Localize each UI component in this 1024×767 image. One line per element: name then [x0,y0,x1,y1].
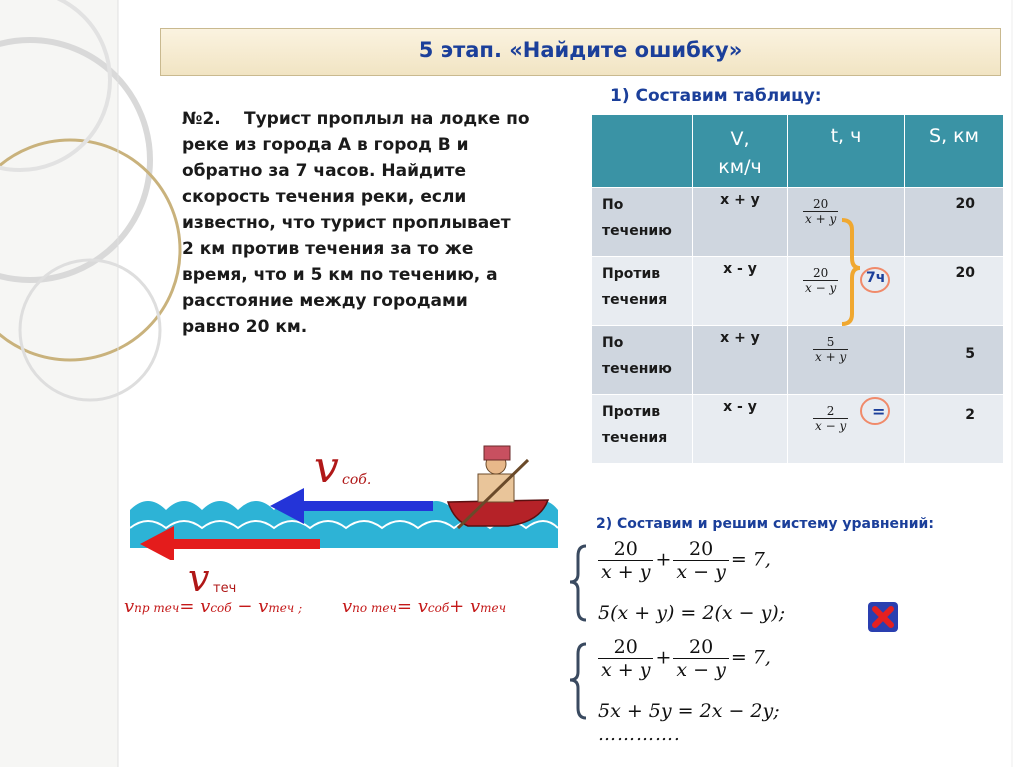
formula-operator: = [179,596,201,617]
time-denominator: x − y [805,281,837,295]
formula-subscript: по теч [352,601,397,615]
problem-line: обратно за 7 часов. Найдите [182,161,467,181]
formula-subscript: теч [480,601,507,615]
equation-rhs: = 7, [730,646,771,669]
row-label: По течению [592,188,693,257]
fraction-denominator: x + y [598,560,653,583]
total-time-label: 7ч [866,270,886,286]
formula-subscript: пр теч [134,601,180,615]
row-label: Против течения [592,395,693,464]
row-label: По течению [592,326,693,395]
table-row [592,188,1004,257]
formula-against-current [124,596,302,617]
left-panel [0,0,118,767]
formula-symbol: v [417,596,428,617]
table-header-cell: S, км [905,115,1004,188]
time-denominator: x + y [805,212,837,226]
formula-symbol: v [342,596,353,617]
system2-line2: 5x + 5y = 2x − 2y; [598,700,780,722]
formula-symbol: v [124,596,135,617]
time-bracket [842,220,860,324]
formula-operator: + [449,596,470,617]
row-speed: x + y [693,188,788,257]
formula-along-current [342,596,506,617]
own-speed-subscript: соб. [342,472,372,488]
table-annotations [830,210,910,430]
system2-line1 [596,636,771,681]
problem-line: реке из города А в город В и [182,135,469,155]
step1-heading: 1) Составим таблицу: [610,86,822,106]
system-braces [566,540,596,740]
row-distance: 20 [905,257,1004,326]
formula-subscript: соб [210,601,232,615]
row-distance: 2 [905,395,1004,464]
problem-line: известно, что турист проплывает [182,213,511,233]
time-numerator: 2 [826,404,835,418]
fraction-numerator: 20 [689,538,714,560]
equation-rhs: = 7, [730,548,771,571]
own-speed-symbol: v [314,442,339,493]
time-numerator: 20 [812,197,829,211]
problem-number: №2. [182,109,221,129]
problem-line: расстояние между городами [182,291,468,311]
formula-symbol: v [200,596,211,617]
table-header-cell: V, км/ч [693,115,788,188]
row-speed: x + y [693,326,788,395]
problem-line: 2 км против течения за то же [182,239,474,259]
formula-symbol: v [258,596,269,617]
time-denominator: x + y [815,350,847,364]
wrong-mark-icon [866,600,900,634]
continuation-dots: …………. [598,724,681,745]
page-title: 5 этап. «Найдите ошибку» [418,38,743,62]
table-row [592,395,1004,464]
formula-operator: = [396,596,418,617]
table-row [592,257,1004,326]
formula-operator: − [231,596,259,617]
fraction-denominator: x − y [673,560,728,583]
plus-operator: + [655,646,672,669]
row-distance: 20 [905,188,1004,257]
system1-line1 [596,538,771,583]
problem-line: равно 20 км. [182,317,308,337]
equal-mark: = [872,402,886,421]
time-numerator: 20 [812,266,829,280]
table-header-cell: t, ч [788,115,905,188]
time-numerator: 5 [826,335,835,349]
row-speed: x - y [693,257,788,326]
current-speed-subscript: теч [213,581,237,596]
row-label: Против течения [592,257,693,326]
problem-line: время, что и 5 км по течению, а [182,265,498,285]
formula-subscript: соб [427,601,450,615]
river-illustration [128,440,568,560]
brace-1 [570,546,586,620]
table-header-row [592,115,1004,188]
data-table [591,114,1004,464]
plus-operator: + [655,548,672,571]
formula-subscript: теч ; [268,601,303,615]
fraction-numerator: 20 [689,636,714,658]
table-row [592,326,1004,395]
step2-heading: 2) Составим и решим систему уравнений: [596,516,934,532]
system1-line2: 5(x + y) = 2(x − y); [598,602,786,624]
row-speed: x - y [693,395,788,464]
formula-symbol: v [469,596,481,617]
fraction-denominator: x + y [598,658,653,681]
fraction-denominator: x − y [673,658,728,681]
row-distance: 5 [905,326,1004,395]
table-header-cell [592,115,693,188]
time-denominator: x − y [815,419,847,433]
problem-line: Турист проплыл на лодке по [244,109,530,129]
current-speed-symbol: v [188,556,210,600]
fraction-numerator: 20 [613,538,638,560]
problem-line: скорость течения реки, если [182,187,467,207]
backpack [484,446,510,460]
fraction-numerator: 20 [613,636,638,658]
brace-2 [570,644,586,718]
problem-text [182,106,552,340]
